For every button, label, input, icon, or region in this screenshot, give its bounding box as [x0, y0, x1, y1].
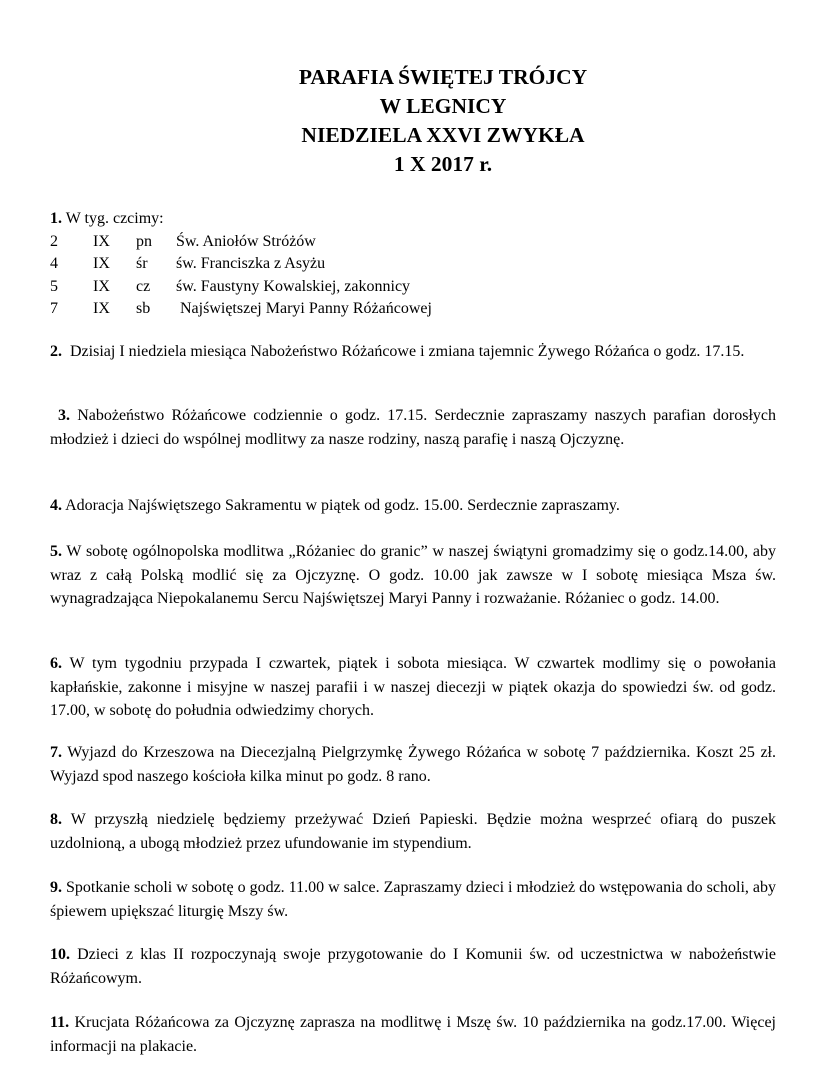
- feast-day: 7: [50, 300, 58, 317]
- item-number: 4.: [50, 497, 62, 514]
- item-text: Spotkanie scholi w sobotę o godz. 11.00 w salce. Zapraszamy dzieci i młodzież do wstępowania do scholi, aby śpiewem upiększać liturgię Mszy św.: [50, 879, 776, 920]
- feast-weekday: sb: [136, 300, 151, 317]
- feast-row: [50, 298, 776, 321]
- item-number: 11.: [50, 1014, 70, 1031]
- item-number: 6.: [50, 655, 62, 672]
- item-text: Nabożeństwo Różańcowe codziennie o godz. 17.15. Serdecznie zapraszamy naszych parafian dorosłych młodzież i dzieci do wspólnej modlitwy za nasze rodziny, naszą parafię i naszą Ojczyznę.: [50, 407, 776, 448]
- feast-weekday: pn: [136, 232, 152, 250]
- announcement-9: [50, 876, 776, 923]
- feast-month: IX: [93, 277, 110, 295]
- announcement-11: [50, 1011, 776, 1058]
- item-text: Adoracja Najświętszego Sakramentu w piątek od godz. 15.00. Serdecznie zapraszamy.: [62, 497, 620, 514]
- item-text: W przyszłą niedzielę będziemy przeżywać Dzień Papieski. Będzie można wesprzeć ofiarą do puszek uzdolnioną, a ubogą młodzież przez ufundowanie im stypendium.: [50, 811, 776, 852]
- header-date: 1 X 2017 r.: [393, 152, 493, 176]
- item-number: 3.: [58, 407, 70, 424]
- announcement-1: [50, 207, 776, 321]
- item-number: 5.: [50, 543, 62, 560]
- announcement-6: [50, 652, 776, 723]
- feast-row: [50, 253, 776, 276]
- item-number: 8.: [50, 811, 62, 828]
- item-text: Wyjazd do Krzeszowa na Diecezjalną Pielgrzymkę Żywego Różańca w sobotę 7 października. Koszt 25 zł. Wyjazd spod naszego kościoła kilka minut po godz. 8 rano.: [50, 744, 776, 785]
- feast-day: 2: [50, 232, 58, 250]
- feast-name: Św. Aniołów Stróżów: [176, 232, 316, 250]
- item-number: 10.: [50, 946, 70, 963]
- announcement-3: [50, 404, 776, 451]
- feast-name: Najświętszej Maryi Panny Różańcowej: [176, 300, 432, 317]
- header-city: W LEGNICY: [379, 94, 507, 118]
- feast-month: IX: [93, 232, 110, 250]
- item-number: 2.: [50, 343, 62, 360]
- item-number: 1.: [50, 210, 62, 227]
- item-text: W tyg. czcimy:: [62, 210, 164, 227]
- item-text: Krucjata Różańcowa za Ojczyznę zaprasza na modlitwę i Mszę św. 10 października na godz.17.00. Więcej informacji na plakacie.: [50, 1014, 776, 1055]
- announcement-5: [50, 540, 776, 611]
- header-sunday-title: NIEDZIELA XXVI ZWYKŁA: [301, 123, 585, 147]
- item-number: 9.: [50, 879, 62, 896]
- announcement-2: [50, 340, 776, 364]
- item-text: Dzisiaj I niedziela miesiąca Nabożeństwo Różańcowe i zmiana tajemnic Żywego Różańca o godz. 17.15.: [62, 343, 745, 360]
- feast-month: IX: [93, 255, 110, 272]
- announcement-1-intro: [50, 207, 776, 231]
- feast-weekday: śr: [136, 255, 148, 272]
- document-header: [0, 63, 826, 179]
- feast-name: św. Faustyny Kowalskiej, zakonnicy: [176, 277, 411, 295]
- feast-name: św. Franciszka z Asyżu: [176, 255, 326, 272]
- feast-weekday: cz: [136, 277, 151, 295]
- feast-day: 4: [50, 255, 58, 272]
- announcement-7: [50, 741, 776, 788]
- feast-row: [50, 231, 776, 254]
- feast-row: [50, 276, 776, 299]
- announcement-10: [50, 943, 776, 990]
- item-text: W sobotę ogólnopolska modlitwa „Różaniec do granic” w naszej świątyni gromadzimy się o godz.14.00, aby wraz z całą Polską modlić się za Ojczyznę. O godz. 10.00 jak zawsze w I sobotę miesiąca Msza św. wynagradzająca Niepokalanemu Sercu Najświętszej Maryi Panny i rozważanie. Różaniec o godz. 14.00.: [50, 543, 776, 607]
- header-parish-name: PARAFIA ŚWIĘTEJ TRÓJCY: [298, 65, 588, 89]
- announcement-8: [50, 808, 776, 855]
- announcement-4: [50, 494, 776, 518]
- item-number: 7.: [50, 744, 62, 761]
- item-text: W tym tygodniu przypada I czwartek, piątek i sobota miesiąca. W czwartek modlimy się o powołania kapłańskie, zakonne i misyjne w naszej parafii i w naszej diecezji w piątek okazja do spowiedzi św. od godz. 17.00, w sobotę do południa odwiedzimy chorych.: [50, 655, 776, 719]
- feast-month: IX: [93, 300, 110, 317]
- feast-day: 5: [50, 277, 58, 295]
- item-text: Dzieci z klas II rozpoczynają swoje przygotowanie do I Komunii św. od uczestnictwa w nabożeństwie Różańcowym.: [50, 946, 776, 987]
